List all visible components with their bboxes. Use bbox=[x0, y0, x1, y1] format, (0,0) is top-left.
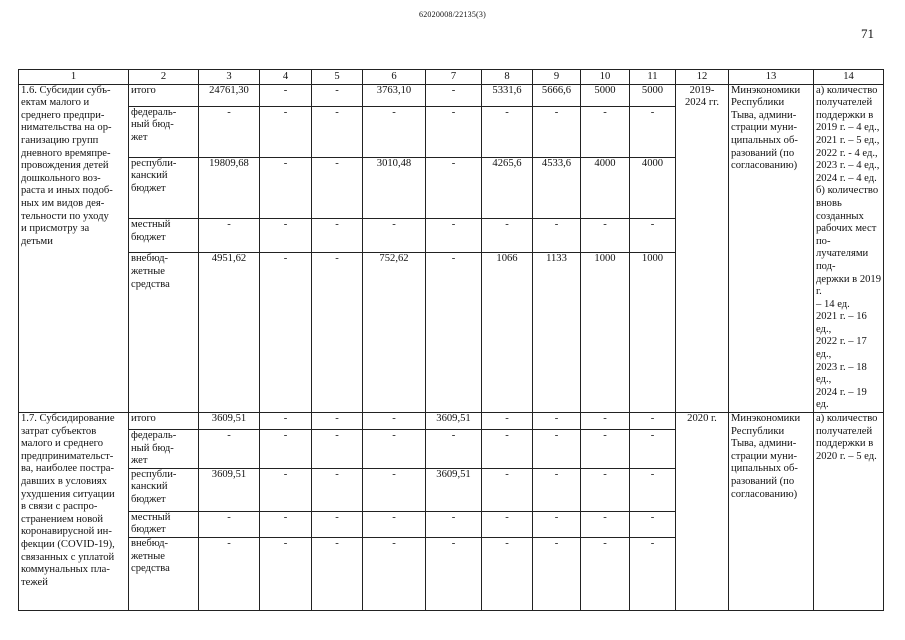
amount-cell: 5331,6 bbox=[482, 84, 533, 106]
amount-cell: - bbox=[482, 511, 533, 537]
executor-cell: Минэкономики Республики Тыва, админи- страции муни- ципальных об- разований (по согласованию) bbox=[729, 84, 814, 412]
amount-cell: - bbox=[199, 430, 260, 469]
amount-cell: - bbox=[482, 430, 533, 469]
amount-cell: 4000 bbox=[630, 157, 676, 219]
amount-cell: - bbox=[260, 106, 312, 157]
program-measures-table bbox=[18, 69, 884, 611]
amount-cell: 24761,30 bbox=[199, 84, 260, 106]
amount-cell: - bbox=[630, 430, 676, 469]
amount-cell: - bbox=[312, 253, 363, 413]
funding-source-cell: федераль- ный бюд- жет bbox=[129, 430, 199, 469]
amount-cell: - bbox=[630, 468, 676, 511]
amount-cell: 19809,68 bbox=[199, 157, 260, 219]
column-number: 2 bbox=[129, 70, 199, 85]
amount-cell: - bbox=[533, 511, 581, 537]
table-row bbox=[19, 413, 884, 430]
amount-cell: - bbox=[426, 106, 482, 157]
amount-cell: - bbox=[533, 219, 581, 253]
amount-cell: - bbox=[363, 468, 426, 511]
amount-cell: 3763,10 bbox=[363, 84, 426, 106]
indicator-cell: а) количество получателей поддержки в 2020 г. – 5 ед. bbox=[814, 413, 884, 611]
amount-cell: 1066 bbox=[482, 253, 533, 413]
amount-cell: - bbox=[533, 430, 581, 469]
funding-source-cell: итого bbox=[129, 413, 199, 430]
amount-cell: 4951,62 bbox=[199, 253, 260, 413]
page-number: 71 bbox=[861, 26, 874, 41]
amount-cell: - bbox=[581, 511, 630, 537]
measure-name-cell: 1.7. Субсидирование затрат субъектов малого и среднего предпринимательст- ва, наиболее постра- давших в условиях ухудшения ситуации в связи с распро- странением новой коронавирусной ин- фекции (COVID-19), связанных с уплатой коммунальных пла- тежей bbox=[19, 413, 129, 611]
column-number: 5 bbox=[312, 70, 363, 85]
amount-cell: - bbox=[581, 219, 630, 253]
amount-cell: - bbox=[199, 106, 260, 157]
funding-source-cell: местный бюджет bbox=[129, 511, 199, 537]
amount-cell: - bbox=[199, 219, 260, 253]
amount-cell: 4533,6 bbox=[533, 157, 581, 219]
amount-cell: - bbox=[312, 430, 363, 469]
amount-cell: - bbox=[363, 430, 426, 469]
column-number-row bbox=[19, 70, 884, 85]
amount-cell: - bbox=[260, 511, 312, 537]
document-code: 62020008/22135(3) bbox=[419, 10, 486, 19]
funding-source-cell: федераль- ный бюд- жет bbox=[129, 106, 199, 157]
column-number: 6 bbox=[363, 70, 426, 85]
amount-cell: - bbox=[426, 157, 482, 219]
amount-cell: - bbox=[482, 106, 533, 157]
column-number: 12 bbox=[676, 70, 729, 85]
amount-cell: - bbox=[630, 413, 676, 430]
amount-cell: - bbox=[482, 538, 533, 611]
amount-cell: - bbox=[533, 468, 581, 511]
amount-cell: 1000 bbox=[630, 253, 676, 413]
amount-cell: - bbox=[581, 468, 630, 511]
amount-cell: - bbox=[260, 253, 312, 413]
column-number: 7 bbox=[426, 70, 482, 85]
amount-cell: - bbox=[260, 84, 312, 106]
funding-source-cell: итого bbox=[129, 84, 199, 106]
amount-cell: 5000 bbox=[581, 84, 630, 106]
amount-cell: - bbox=[630, 538, 676, 611]
amount-cell: - bbox=[581, 413, 630, 430]
amount-cell: - bbox=[260, 430, 312, 469]
column-number: 8 bbox=[482, 70, 533, 85]
amount-cell: - bbox=[630, 106, 676, 157]
funding-source-cell: республи- канский бюджет bbox=[129, 157, 199, 219]
amount-cell: - bbox=[630, 511, 676, 537]
column-number: 11 bbox=[630, 70, 676, 85]
amount-cell: 1133 bbox=[533, 253, 581, 413]
amount-cell: - bbox=[363, 219, 426, 253]
amount-cell: - bbox=[482, 468, 533, 511]
amount-cell: 752,62 bbox=[363, 253, 426, 413]
amount-cell: - bbox=[260, 538, 312, 611]
amount-cell: - bbox=[260, 157, 312, 219]
amount-cell: - bbox=[363, 413, 426, 430]
funding-source-cell: республи- канский бюджет bbox=[129, 468, 199, 511]
funding-source-cell: внебюд- жетные средства bbox=[129, 253, 199, 413]
funding-source-cell: внебюд- жетные средства bbox=[129, 538, 199, 611]
column-number: 4 bbox=[260, 70, 312, 85]
amount-cell: - bbox=[426, 219, 482, 253]
amount-cell: - bbox=[363, 106, 426, 157]
amount-cell: - bbox=[426, 253, 482, 413]
column-number: 9 bbox=[533, 70, 581, 85]
amount-cell: - bbox=[260, 413, 312, 430]
period-cell: 2020 г. bbox=[676, 413, 729, 611]
executor-cell: Минэкономики Республики Тыва, админи- страции муни- ципальных об- разований (по согласованию) bbox=[729, 413, 814, 611]
amount-cell: - bbox=[312, 413, 363, 430]
measure-name-cell: 1.6. Субсидии субъ- ектам малого и среднего предпри- нимательства на ор- ганизацию групп дневного времяпре- провождения детей дошкольного воз- раста и иных подоб- ных им видов дея- тельности по уходу и присмотру за детьми bbox=[19, 84, 129, 412]
amount-cell: - bbox=[426, 84, 482, 106]
amount-cell: - bbox=[363, 538, 426, 611]
amount-cell: 3609,51 bbox=[199, 468, 260, 511]
amount-cell: 1000 bbox=[581, 253, 630, 413]
table-row bbox=[19, 84, 884, 106]
funding-source-cell: местный бюджет bbox=[129, 219, 199, 253]
amount-cell: - bbox=[312, 84, 363, 106]
amount-cell: - bbox=[630, 219, 676, 253]
amount-cell: - bbox=[260, 219, 312, 253]
amount-cell: - bbox=[533, 106, 581, 157]
amount-cell: 5000 bbox=[630, 84, 676, 106]
amount-cell: - bbox=[581, 106, 630, 157]
amount-cell: - bbox=[363, 511, 426, 537]
amount-cell: - bbox=[426, 430, 482, 469]
amount-cell: 5666,6 bbox=[533, 84, 581, 106]
amount-cell: 4000 bbox=[581, 157, 630, 219]
amount-cell: - bbox=[482, 219, 533, 253]
amount-cell: - bbox=[312, 538, 363, 611]
column-number: 13 bbox=[729, 70, 814, 85]
amount-cell: - bbox=[312, 468, 363, 511]
column-number: 3 bbox=[199, 70, 260, 85]
amount-cell: - bbox=[312, 106, 363, 157]
amount-cell: - bbox=[426, 511, 482, 537]
amount-cell: - bbox=[312, 157, 363, 219]
column-number: 1 bbox=[19, 70, 129, 85]
amount-cell: 4265,6 bbox=[482, 157, 533, 219]
amount-cell: 3609,51 bbox=[199, 413, 260, 430]
column-number: 14 bbox=[814, 70, 884, 85]
amount-cell: - bbox=[533, 413, 581, 430]
amount-cell: - bbox=[199, 511, 260, 537]
amount-cell: - bbox=[482, 413, 533, 430]
amount-cell: 3010,48 bbox=[363, 157, 426, 219]
indicator-cell: а) количество получателей поддержки в 2019 г. – 4 ед., 2021 г. – 5 ед., 2022 г. - 4 ед., 2023 г. – 4 ед., 2024 г. – 4 ед. б) количество вновь созданных рабочих мест по- лучателями под- держки в 2019 г. – 14 ед. 2021 г. – 16 ед., 2022 г. – 17 ед., 2023 г. – 18 ед., 2024 г. – 19 ед. bbox=[814, 84, 884, 412]
amount-cell: - bbox=[426, 538, 482, 611]
amount-cell: - bbox=[581, 430, 630, 469]
amount-cell: - bbox=[199, 538, 260, 611]
column-number: 10 bbox=[581, 70, 630, 85]
amount-cell: - bbox=[312, 219, 363, 253]
table-body bbox=[19, 70, 884, 611]
amount-cell: - bbox=[533, 538, 581, 611]
amount-cell: - bbox=[260, 468, 312, 511]
period-cell: 2019- 2024 гг. bbox=[676, 84, 729, 412]
amount-cell: 3609,51 bbox=[426, 468, 482, 511]
amount-cell: - bbox=[312, 511, 363, 537]
amount-cell: 3609,51 bbox=[426, 413, 482, 430]
amount-cell: - bbox=[581, 538, 630, 611]
